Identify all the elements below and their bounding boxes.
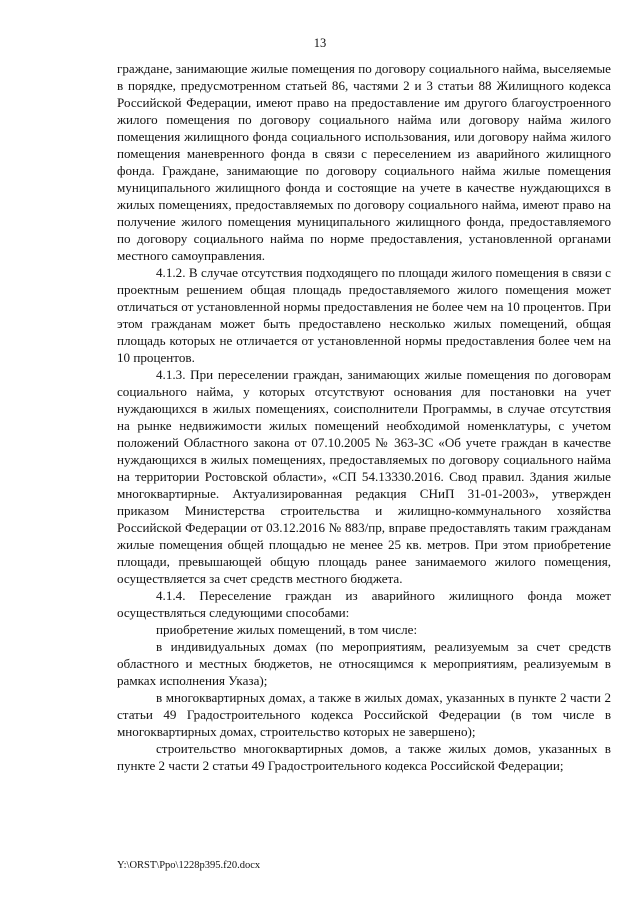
footer-file-path: Y:\ORST\Ppo\1228p395.f20.docx — [117, 860, 261, 871]
paragraph-4-1-4: 4.1.4. Переселение граждан из аварийного жилищного фонда может осуществляться следующими способами: — [117, 588, 611, 620]
page-number: 13 — [313, 36, 327, 50]
paragraph-4-1-3: 4.1.3. При переселении граждан, занимающих жилые помещения по договорам социального найма, у которых отсутствуют основания для постановки на учет нуждающихся в жилых помещениях, соисполнители Программы, в случае отсутствия на рынке недвижимости жилых помещений необходимой номенклатуры, с учетом положений Областного закона от 07.10.2005 № 363-ЗС «Об учете граждан в качестве нуждающихся в жилых помещениях, предоставляемых по договору социального найма на территории Ростовской области», «СП 54.13330.2016. Свод правил. Здания жилые многоквартирные. Актуализированная редакция СНиП 31-01-2003», утвержден приказом Министерства строительства и жилищно-коммунального хозяйства Российской Федерации от 03.12.2016 № 883/пр, вправе предоставлять таким гражданам жилые помещения общей площадью не менее 25 кв. метров. При этом приобретение площади, превышающей общую площадь ранее занимаемого жилого помещения, осуществляется за счет средств местного бюджета. — [117, 367, 611, 586]
paragraph-4-1-2: 4.1.2. В случае отсутствия подходящего по площади жилого помещения в связи с проектным решением общая площадь предоставляемого жилого помещения может отличаться от установленной нормы предоставления не более чем на 10 процентов. При этом гражданам может быть предоставлено несколько жилых помещений, общая площадь которых не отличается от установленной нормы предоставления более чем на 10 процентов. — [117, 265, 611, 365]
paragraph-apartment-buildings: в многоквартирных домах, а также в жилых домах, указанных в пункте 2 части 2 статьи 49 Градостроительного кодекса Российской Федерации (в том числе в многоквартирных домах, строительство которых не завершено); — [117, 690, 611, 739]
paragraph-acquisition: приобретение жилых помещений, в том числе: — [156, 622, 418, 637]
paragraph-individual-houses: в индивидуальных домах (по мероприятиям, реализуемым за счет средств областного и местных бюджетов, не относящимся к мероприятиям, реализуемым в рамках исполнения Указа); — [117, 639, 611, 688]
document-body — [117, 60, 611, 774]
paragraph-construction: строительство многоквартирных домов, а также жилых домов, указанных в пункте 2 части 2 статьи 49 Градостроительного кодекса Российской Федерации; — [117, 741, 611, 773]
paragraph-citizens-social-rent: граждане, занимающие жилые помещения по договору социального найма, выселяемые в порядке, предусмотренном статьей 86, частями 2 и 3 статьи 88 Жилищного кодекса Российской Федерации, имеют право на предоставление им другого благоустроенного жилого помещения по договору социального найма или договору найма жилого помещения жилищного фонда социального использования, или договору найма жилого помещения маневренного фонда в связи с переселением из аварийного жилищного фонда. Граждане, занимающие по договору социального найма жилые помещения муниципального жилищного фонда и состоящие на учете в качестве нуждающихся в жилых помещениях, предоставляемых по договору социального найма, имеют право на получение жилого помещения муниципального жилищного фонда, предоставляемого по договору социального найма по норме предоставления, установленной органами местного самоуправления. — [117, 61, 611, 263]
